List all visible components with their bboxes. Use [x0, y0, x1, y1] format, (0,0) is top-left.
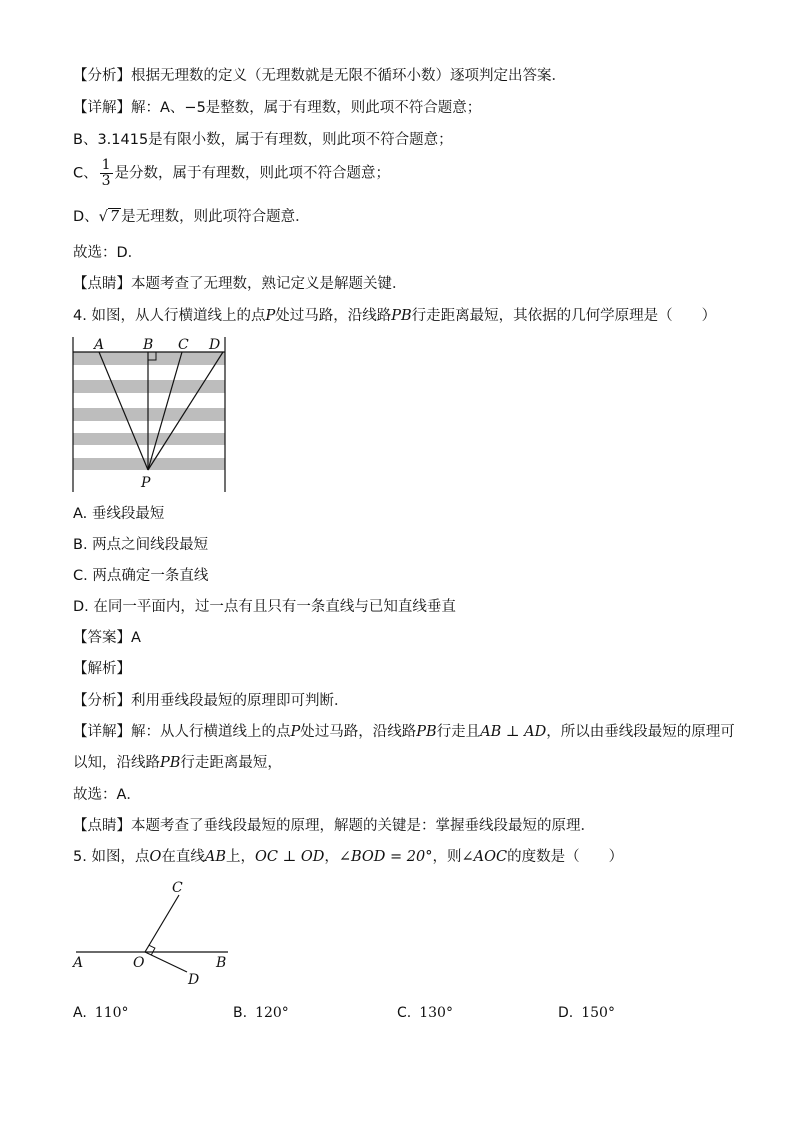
q5-text-d: ，: [324, 849, 339, 865]
fraction-denominator: 3: [101, 173, 111, 189]
label-c: C: [172, 880, 183, 896]
question-4-stem: [73, 307, 716, 325]
option-b-line: B、3.1415是有限小数，属于有理数，则此项不符合题意；: [73, 132, 453, 148]
q5-text-a: 5. 如图，点: [73, 849, 150, 865]
crosswalk-figure: [60, 332, 240, 494]
q4-detail-point-p: P: [290, 724, 301, 740]
q4-detail-line-1: [73, 723, 735, 741]
q5-text-e: ，则: [432, 849, 462, 865]
q4-detail-text-d: ，所以由垂线段最短的原理可: [546, 724, 735, 740]
option-c-prefix: C、: [73, 165, 98, 182]
q4-detail-perp: AB ⊥ AD: [480, 724, 547, 740]
conclusion-line: 故选：D．: [73, 245, 143, 261]
q4-detail-line-2: [73, 754, 282, 772]
label-d: D: [209, 337, 221, 353]
label-d: D: [188, 972, 200, 988]
label-o: O: [133, 955, 145, 971]
q4-detail-text-c: 行走且: [436, 724, 481, 740]
detail-line: 【详解】解：A、−5是整数，属于有理数，则此项不符合题意；: [73, 100, 482, 116]
q4-analysis: 【分析】利用垂线段最短的原理即可判断．: [73, 693, 349, 709]
label-b: B: [216, 955, 227, 971]
q4-comment: 【点睛】本题考查了垂线段最短的原理，解题的关键是：掌握垂线段最短的原理．: [73, 818, 595, 834]
q4-option-d: D. 在同一平面内，过一点有且只有一条直线与已知直线垂直: [73, 599, 456, 615]
q4-detail-segment-pb-2: PB: [160, 755, 181, 771]
q4-detail-text-a: 【详解】解：从人行横道线上的点: [73, 724, 291, 740]
q5-option-b: [233, 1004, 289, 1022]
sqrt-seven: √ 7: [98, 209, 120, 225]
option-d-suffix: 是无理数，则此项符合题意．: [121, 209, 310, 225]
q5-angle-bod: ∠BOD = 20°: [338, 849, 433, 865]
option-letter: D.: [558, 1005, 574, 1021]
q4-text-c: 行走距离最短，其依据的几何学原理是（ ）: [411, 308, 717, 324]
analysis-line: 【分析】根据无理数的定义（无理数就是无限不循环小数）逐项判定出答案．: [73, 68, 566, 84]
q4-option-a: A. 垂线段最短: [73, 506, 165, 522]
option-value: 120°: [255, 1005, 289, 1021]
question-5-stem: [73, 848, 623, 866]
option-d-line: [73, 208, 310, 226]
q5-text-f: 的度数是（ ）: [507, 849, 624, 865]
stripe: [73, 433, 225, 445]
label-b: B: [143, 337, 154, 353]
q5-line-ab: AB: [204, 849, 226, 865]
option-letter: A.: [73, 1005, 87, 1021]
label-c: C: [178, 337, 189, 353]
q5-point-o: O: [149, 849, 162, 865]
q4-conclusion: 故选：A．: [73, 787, 141, 803]
q5-text-b: 在直线: [161, 849, 205, 865]
stripe: [73, 408, 225, 421]
q4-text-a: 4. 如图，从人行横道线上的点: [73, 308, 266, 324]
option-value: 130°: [419, 1005, 453, 1021]
stripe: [73, 352, 225, 365]
q5-option-d: [558, 1004, 615, 1022]
fraction-one-third: [100, 158, 113, 189]
option-value: 110°: [94, 1005, 129, 1021]
label-a: A: [73, 955, 84, 971]
option-c-line: [73, 158, 390, 189]
q5-option-c: [397, 1004, 453, 1022]
q4-text-b: 处过马路，沿线路: [275, 308, 392, 324]
option-value: 150°: [581, 1005, 615, 1021]
q5-angle-aoc: ∠AOC: [461, 849, 508, 865]
label-p: P: [141, 475, 151, 491]
label-a: A: [94, 337, 105, 353]
q4-point-p: P: [265, 308, 276, 324]
option-letter: B.: [233, 1005, 248, 1021]
q4-detail-text-e: 以知，沿线路: [73, 755, 160, 771]
radicand: 7: [109, 209, 120, 225]
option-letter: C.: [397, 1005, 412, 1021]
q5-option-a: [73, 1004, 129, 1022]
q5-perp: OC ⊥ OD: [254, 849, 325, 865]
q4-detail-text-f: 行走距离最短，: [180, 755, 282, 771]
q4-detail-text-b: 处过马路，沿线路: [300, 724, 417, 740]
q4-option-c: C. 两点确定一条直线: [73, 568, 209, 584]
angle-figure: [68, 876, 238, 990]
ray-oc: [145, 895, 179, 952]
option-c-suffix: 是分数，属于有理数，则此项不符合题意；: [114, 165, 391, 182]
comment-line: 【点睛】本题考查了无理数，熟记定义是解题关键．: [73, 276, 407, 292]
fraction-numerator: 1: [101, 157, 111, 173]
q5-text-c: 上，: [225, 849, 255, 865]
q4-detail-segment-pb: PB: [416, 724, 437, 740]
q4-jiexi-heading: 【解析】: [73, 661, 131, 677]
q4-option-b: B. 两点之间线段最短: [73, 537, 209, 553]
stripe: [73, 380, 225, 393]
q4-answer: 【答案】A: [73, 630, 141, 646]
q4-segment-pb: PB: [391, 308, 412, 324]
option-d-prefix: D、: [73, 209, 99, 225]
